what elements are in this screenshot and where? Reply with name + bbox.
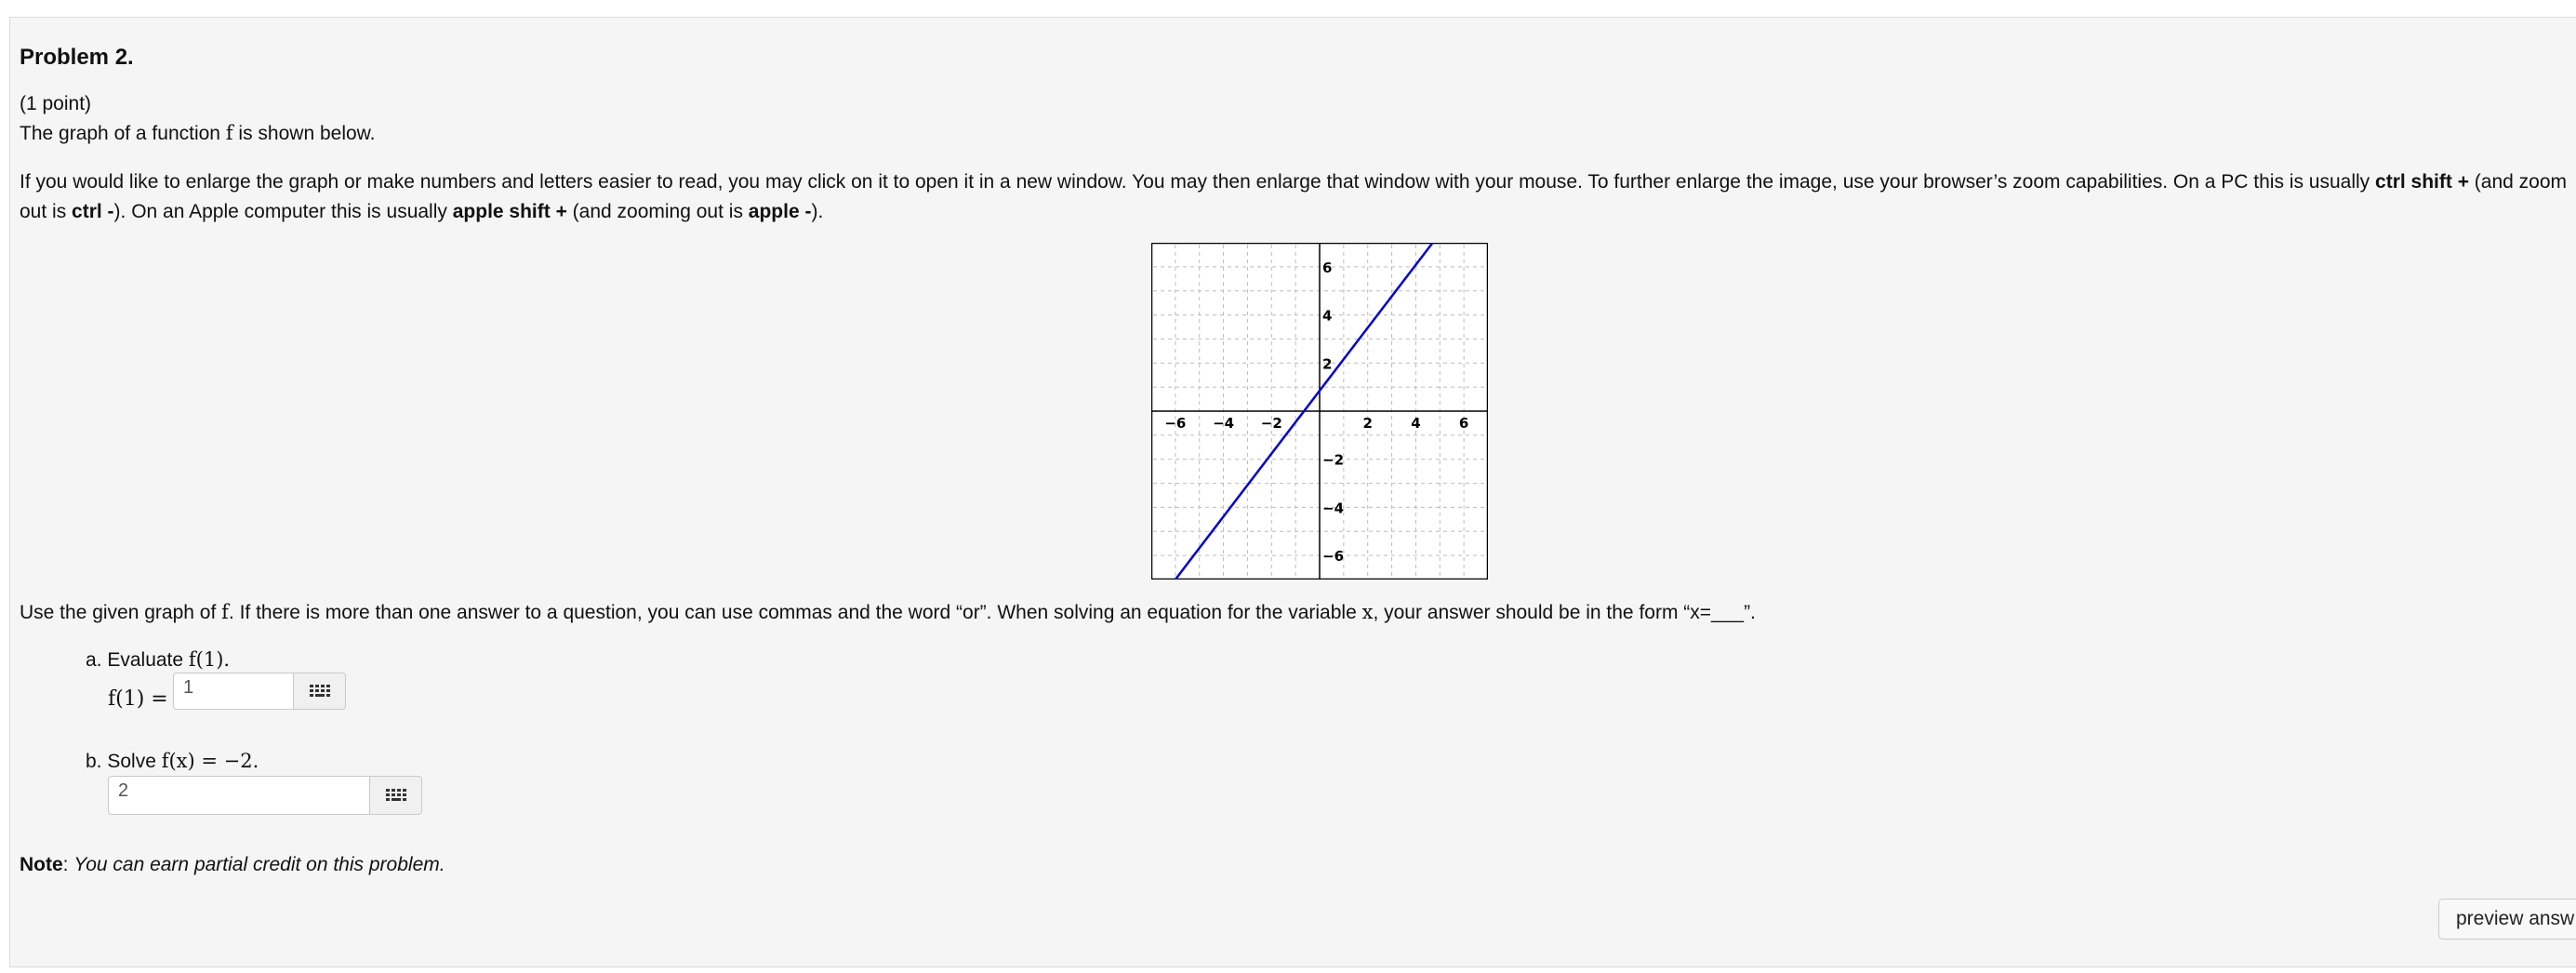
x-tick-label: 4 [1411, 415, 1421, 432]
keyboard-grid-icon [386, 789, 406, 802]
x-tick-label: −6 [1164, 415, 1187, 432]
para1-tail: (and zoom [2468, 171, 2568, 193]
question-a-math: f(1). [188, 648, 231, 671]
note-label: Note [20, 854, 63, 875]
problem-points: (1 point) [20, 93, 92, 114]
para2-t2: ). On an Apple computer this is usually [113, 201, 453, 222]
y-tick-label: 4 [1322, 307, 1333, 325]
x-tick-label: −4 [1213, 415, 1235, 432]
answer-b-input[interactable]: 2 [108, 776, 370, 815]
question-a [86, 648, 230, 672]
keyboard-grid-icon [310, 685, 330, 698]
y-tick-label: 2 [1322, 355, 1333, 373]
para2-b2: apple shift + [452, 201, 567, 222]
use-mid: . If there is more than one answer to a question, you can use commas and the word “or”. When solving an equation for the variable [228, 602, 1362, 623]
y-tick-label: 6 [1322, 259, 1333, 276]
note-sep: : [62, 854, 74, 875]
para2-b1: ctrl - [72, 201, 114, 222]
use-var: f [221, 601, 229, 623]
note-text: You can earn partial credit on this problem. [73, 854, 445, 875]
intro-var: f [225, 122, 233, 144]
answer-a-lhs: f(1) = [108, 687, 168, 711]
y-tick-label: −2 [1322, 451, 1345, 469]
para1-bold: ctrl shift + [2375, 171, 2469, 193]
x-tick-label: −2 [1260, 415, 1282, 432]
instructions-line-1 [20, 167, 2567, 197]
problem-title: Problem 2. [20, 45, 134, 70]
question-b [86, 750, 259, 773]
use-pre: Use the given graph of [20, 602, 222, 623]
question-b-label: b. Solve [86, 751, 162, 772]
para1-text: If you would like to enlarge the graph or make numbers and letters easier to read, you may click on it to open it in a new window. You may then enlarge that window with your mouse. To further enlarge the image, use your browser’s zoom capabilities. On a PC this is usually [20, 171, 2376, 193]
y-tick-label: −4 [1322, 500, 1345, 517]
use-graph-instructions [20, 601, 1756, 624]
instructions-paragraph [20, 167, 2567, 227]
question-b-math: f(x) = −2. [161, 750, 259, 772]
use-post: , your answer should be in the form “x=___”. [1373, 602, 1756, 623]
answer-b-keyboard-button[interactable] [370, 776, 422, 815]
para2-t3: (and zooming out is [566, 201, 749, 222]
intro-pre: The graph of a function [20, 123, 226, 144]
question-a-label: a. Evaluate [86, 649, 189, 671]
para2-b3: apple - [748, 201, 812, 222]
x-tick-label: 6 [1458, 415, 1469, 432]
partial-credit-note [20, 854, 445, 876]
para2-t1: out is [20, 201, 73, 222]
function-graph[interactable] [1151, 243, 1488, 580]
answer-a-keyboard-button[interactable] [294, 673, 346, 710]
use-x: x [1361, 601, 1374, 623]
answer-a-input[interactable]: 1 [173, 673, 294, 710]
intro-post: is shown below. [232, 123, 376, 144]
para2-t4: ). [811, 201, 824, 222]
instructions-line-2 [20, 197, 2567, 227]
intro-text [20, 122, 376, 145]
preview-answers-button[interactable]: preview answ [2438, 899, 2576, 940]
x-tick-label: 2 [1362, 415, 1373, 432]
y-tick-label: −6 [1322, 548, 1345, 566]
